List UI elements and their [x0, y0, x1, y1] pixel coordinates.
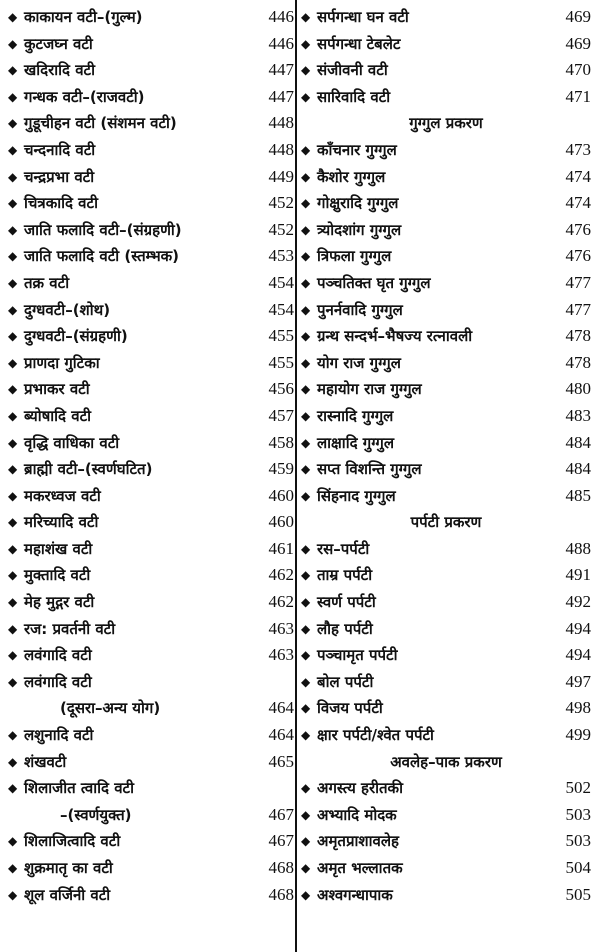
index-entry	[301, 403, 591, 430]
entry-name: मेह मुद्गर वटी	[24, 593, 95, 612]
entry-name: बोल पर्पटी	[317, 672, 374, 691]
diamond-bullet-icon: ◆	[8, 355, 18, 370]
entry-name: सर्पगन्धा घन वटी	[317, 8, 409, 26]
diamond-bullet-icon: ◆	[301, 36, 311, 51]
index-entry	[301, 483, 591, 510]
index-entry	[301, 57, 591, 84]
page-number: 453	[268, 246, 294, 266]
page-number: 449	[268, 166, 294, 186]
entry-name: लाक्षादि गुग्गुल	[317, 433, 395, 452]
index-entry	[301, 616, 591, 643]
entry-name: जाति फलादि वटी (स्तम्भक)	[24, 247, 180, 266]
page-number: 474	[565, 166, 591, 186]
index-entry	[301, 84, 591, 111]
diamond-bullet-icon: ◆	[301, 275, 311, 290]
page-number: 494	[565, 645, 591, 665]
page-number: 485	[565, 485, 591, 505]
section-heading: पर्पटी प्रकरण	[410, 513, 482, 532]
diamond-bullet-icon: ◆	[8, 302, 18, 317]
diamond-bullet-icon: ◆	[301, 382, 311, 397]
page-number: 458	[268, 432, 294, 452]
entry-name: ग्रन्थ सन्दर्भ–भैषज्य रत्नावली	[317, 327, 473, 346]
entry-name: दुग्धवटी–(शोथ)	[24, 300, 111, 319]
index-entry	[301, 722, 591, 749]
index-entry	[8, 270, 294, 297]
entry-name: गुडूचीहन वटी (संशमन वटी)	[24, 114, 177, 133]
diamond-bullet-icon: ◆	[8, 834, 18, 849]
left-column	[8, 4, 294, 908]
page-number: 476	[565, 246, 591, 266]
page-number: 447	[268, 86, 294, 106]
diamond-bullet-icon: ◆	[8, 89, 18, 104]
page-number: 447	[268, 60, 294, 80]
entry-name: खदिरादि वटी	[24, 61, 95, 80]
entry-name: क्षार पर्पटी/श्वेत पर्पटी	[317, 726, 434, 745]
page-number: 478	[565, 326, 591, 346]
page-number: 476	[565, 219, 591, 239]
page-number: 504	[565, 858, 591, 877]
entry-name: गन्धक वटी–(राजवटी)	[24, 87, 145, 106]
diamond-bullet-icon: ◆	[8, 674, 18, 689]
index-entry	[301, 31, 591, 58]
index-entry	[8, 882, 294, 909]
page-number: 464	[268, 698, 294, 718]
section-heading: गुग्गुल प्रकरण	[409, 114, 483, 133]
index-entry	[8, 57, 294, 84]
index-entry	[8, 695, 294, 722]
index-entry	[301, 536, 591, 563]
index-entry	[301, 270, 591, 297]
diamond-bullet-icon: ◆	[8, 249, 18, 264]
entry-name: महाशंख वटी	[24, 539, 93, 558]
entry-name: प्रभाकर वटी	[24, 380, 90, 399]
diamond-bullet-icon: ◆	[301, 807, 311, 822]
diamond-bullet-icon: ◆	[8, 10, 18, 24]
page-number: 469	[565, 33, 591, 53]
diamond-bullet-icon: ◆	[8, 568, 18, 583]
entry-name: अमृत भल्लातक	[317, 859, 403, 877]
page-number: 456	[268, 379, 294, 399]
diamond-bullet-icon: ◆	[301, 222, 311, 237]
index-entry	[8, 616, 294, 643]
diamond-bullet-icon: ◆	[301, 169, 311, 184]
page-number: 484	[565, 459, 591, 479]
index-entry	[8, 164, 294, 191]
index-entry	[8, 323, 294, 350]
diamond-bullet-icon: ◆	[301, 488, 311, 503]
entry-name: विजय पर्पटी	[317, 699, 383, 718]
diamond-bullet-icon: ◆	[301, 329, 311, 344]
index-entry	[301, 243, 591, 270]
page-number: 502	[565, 778, 591, 798]
entry-name: लौह पर्पटी	[317, 619, 373, 638]
diamond-bullet-icon: ◆	[8, 595, 18, 610]
index-entry	[301, 802, 591, 829]
page-number: 477	[565, 272, 591, 292]
index-entry	[8, 84, 294, 111]
page-number: 461	[268, 538, 294, 558]
diamond-bullet-icon: ◆	[8, 541, 18, 556]
index-entry	[301, 589, 591, 616]
entry-name: सर्पगन्धा टेबलेट	[317, 34, 401, 53]
index-entry	[8, 536, 294, 563]
entry-name: लशुनादि वटी	[24, 726, 94, 745]
diamond-bullet-icon: ◆	[301, 89, 311, 104]
index-entry	[8, 190, 294, 217]
diamond-bullet-icon: ◆	[301, 302, 311, 317]
diamond-bullet-icon: ◆	[301, 408, 311, 423]
index-entry	[301, 297, 591, 324]
index-entry	[8, 403, 294, 430]
index-entry	[301, 642, 591, 669]
entry-name: ताम्र पर्पटी	[317, 566, 373, 585]
diamond-bullet-icon: ◆	[301, 861, 311, 875]
index-entry	[8, 31, 294, 58]
diamond-bullet-icon: ◆	[8, 142, 18, 157]
diamond-bullet-icon: ◆	[8, 621, 18, 636]
index-entry	[301, 323, 591, 350]
entry-name: काकायन वटी–(गुल्म)	[24, 8, 143, 26]
index-entry	[301, 669, 591, 696]
diamond-bullet-icon: ◆	[301, 834, 311, 849]
entry-name: शिलाजित्वादि वटी	[24, 832, 121, 851]
entry-name: शंखवटी	[24, 752, 67, 771]
index-entry	[301, 775, 591, 802]
index-entry	[8, 483, 294, 510]
diamond-bullet-icon: ◆	[301, 63, 311, 78]
index-entry	[301, 562, 591, 589]
entry-name: रास्नादि गुग्गुल	[317, 406, 394, 425]
entry-name: काँचनार गुग्गुल	[317, 140, 397, 159]
page-number: 455	[268, 352, 294, 372]
page-number: 464	[268, 725, 294, 745]
entry-name: चन्दनादि वटी	[24, 140, 96, 159]
diamond-bullet-icon: ◆	[8, 462, 18, 477]
page-number: 468	[268, 884, 294, 904]
diamond-bullet-icon: ◆	[8, 222, 18, 237]
page-number: 491	[565, 565, 591, 585]
entry-name: सिंहनाद गुग्गुल	[317, 486, 396, 505]
entry-name: शूल वर्जिनी वटी	[24, 885, 111, 904]
page-number: 454	[268, 299, 294, 319]
index-entry	[8, 376, 294, 403]
page-number: 455	[268, 326, 294, 346]
diamond-bullet-icon: ◆	[301, 435, 311, 450]
index-entry	[8, 589, 294, 616]
index-entry	[8, 642, 294, 669]
diamond-bullet-icon: ◆	[8, 329, 18, 344]
page-number: 494	[565, 618, 591, 638]
entry-name: प्राणदा गुटिका	[24, 353, 100, 372]
diamond-bullet-icon: ◆	[8, 63, 18, 78]
index-entry	[301, 828, 591, 855]
index-entry	[301, 430, 591, 457]
page-number: 473	[565, 139, 591, 159]
diamond-bullet-icon: ◆	[8, 887, 18, 902]
column-divider	[295, 0, 297, 952]
page-number: 463	[268, 618, 294, 638]
page-number: 446	[268, 7, 294, 26]
page-number: 467	[268, 804, 294, 824]
diamond-bullet-icon: ◆	[8, 408, 18, 423]
page-number: 459	[268, 459, 294, 479]
diamond-bullet-icon: ◆	[301, 249, 311, 264]
entry-name: अमृतप्राशावलेह	[317, 832, 399, 851]
entry-name: त्र्योदशांग गुग्गुल	[317, 220, 402, 239]
diamond-bullet-icon: ◆	[301, 196, 311, 211]
diamond-bullet-icon: ◆	[301, 621, 311, 636]
diamond-bullet-icon: ◆	[301, 728, 311, 743]
entry-name: जाति फलादि वटी–(संग्रहणी)	[24, 220, 182, 239]
index-entry	[8, 722, 294, 749]
index-entry	[8, 217, 294, 244]
page-number: 499	[565, 725, 591, 745]
page-number: 452	[268, 219, 294, 239]
index-entry	[8, 430, 294, 457]
page-number: 480	[565, 379, 591, 399]
index-entry	[301, 190, 591, 217]
index-entry	[301, 350, 591, 377]
index-entry	[301, 456, 591, 483]
index-entry	[8, 137, 294, 164]
page-number: 503	[565, 804, 591, 824]
page-number: 460	[268, 485, 294, 505]
index-entry	[8, 828, 294, 855]
page-number: 477	[565, 299, 591, 319]
page-number: 474	[565, 193, 591, 213]
index-entry	[8, 350, 294, 377]
index-entry	[8, 562, 294, 589]
entry-name: (दूसरा–अन्य योग)	[60, 699, 161, 718]
page-number: 463	[268, 645, 294, 665]
index-entry	[301, 164, 591, 191]
entry-name: –(स्वर्णयुक्त)	[60, 805, 132, 824]
page-number: 462	[268, 565, 294, 585]
entry-name: अगस्त्य हरीतकी	[317, 779, 403, 798]
diamond-bullet-icon: ◆	[301, 568, 311, 583]
diamond-bullet-icon: ◆	[301, 887, 311, 902]
index-entry	[301, 376, 591, 403]
entry-name: लवंगादि वटी	[24, 646, 92, 665]
page-number: 498	[565, 698, 591, 718]
entry-name: शिलाजीत त्वादि वटी	[24, 779, 134, 798]
entry-name: रस–पर्पटी	[317, 539, 370, 558]
index-entry	[8, 110, 294, 137]
entry-name: गोक्षुरादि गुग्गुल	[317, 194, 399, 213]
index-entry	[8, 509, 294, 536]
entry-name: सारिवादि वटी	[317, 87, 391, 106]
entry-name: वृद्धि वाधिका वटी	[24, 433, 120, 452]
diamond-bullet-icon: ◆	[8, 648, 18, 663]
index-entry	[8, 297, 294, 324]
diamond-bullet-icon: ◆	[8, 435, 18, 450]
index-entry	[301, 4, 591, 31]
page-number: 469	[565, 7, 591, 26]
diamond-bullet-icon: ◆	[8, 488, 18, 503]
entry-name: अभ्यादि मोदक	[317, 805, 397, 824]
diamond-bullet-icon: ◆	[8, 196, 18, 211]
diamond-bullet-icon: ◆	[8, 781, 18, 796]
index-entry	[8, 775, 294, 802]
page-number: 503	[565, 831, 591, 851]
diamond-bullet-icon: ◆	[301, 541, 311, 556]
page-number: 452	[268, 193, 294, 213]
page-number: 470	[565, 60, 591, 80]
entry-name: कुटजघ्न वटी	[24, 34, 93, 53]
entry-name: कैशोर गुग्गुल	[317, 167, 386, 186]
page-number: 488	[565, 538, 591, 558]
index-entry	[301, 695, 591, 722]
entry-name: रज: प्रवर्तनी वटी	[24, 619, 116, 638]
entry-name: पञ्चामृत पर्पटी	[317, 646, 398, 665]
page-number: 446	[268, 33, 294, 53]
index-entry	[301, 882, 591, 909]
entry-name: लवंगादि वटी	[24, 672, 92, 691]
index-entry	[301, 217, 591, 244]
diamond-bullet-icon: ◆	[8, 36, 18, 51]
entry-name: त्रिफला गुग्गुल	[317, 247, 392, 266]
diamond-bullet-icon: ◆	[301, 355, 311, 370]
diamond-bullet-icon: ◆	[8, 754, 18, 769]
index-entry	[8, 855, 294, 882]
page-number: 462	[268, 592, 294, 612]
page-number: 454	[268, 272, 294, 292]
entry-name: चित्रकादि वटी	[24, 194, 98, 213]
page-number: 478	[565, 352, 591, 372]
diamond-bullet-icon: ◆	[8, 861, 18, 875]
diamond-bullet-icon: ◆	[8, 275, 18, 290]
entry-name: मरिच्यादि वटी	[24, 513, 99, 532]
diamond-bullet-icon: ◆	[301, 674, 311, 689]
index-entry	[8, 669, 294, 696]
index-entry	[8, 4, 294, 31]
entry-name: ब्राह्मी वटी–(स्वर्णघटित)	[24, 460, 153, 479]
entry-name: अश्वगन्धापाक	[317, 885, 393, 904]
diamond-bullet-icon: ◆	[8, 116, 18, 131]
diamond-bullet-icon: ◆	[301, 595, 311, 610]
entry-name: स्वर्ण पर्पटी	[317, 593, 376, 612]
page-number: 467	[268, 831, 294, 851]
entry-name: ब्योषादि वटी	[24, 406, 92, 425]
index-entry	[8, 243, 294, 270]
index-entry	[8, 802, 294, 829]
entry-name: योग राज गुग्गुल	[317, 353, 401, 372]
diamond-bullet-icon: ◆	[301, 781, 311, 796]
index-entry	[301, 855, 591, 882]
page-number: 483	[565, 405, 591, 425]
page-number: 468	[268, 858, 294, 877]
entry-name: दुग्धवटी–(संग्रहणी)	[24, 327, 128, 346]
diamond-bullet-icon: ◆	[8, 728, 18, 743]
page-number: 460	[268, 512, 294, 532]
entry-name: संजीवनी वटी	[317, 61, 388, 80]
entry-name: मुक्तादि वटी	[24, 566, 91, 585]
entry-name: महायोग राज गुग्गुल	[317, 380, 422, 399]
entry-name: तक्र वटी	[24, 273, 70, 292]
index-entry	[8, 456, 294, 483]
entry-name: शुक्रमातृ का वटी	[24, 859, 113, 877]
page-number: 505	[565, 884, 591, 904]
entry-name: सप्त विशन्ति गुग्गुल	[317, 460, 422, 479]
page-number: 448	[268, 113, 294, 133]
entry-name: पुनर्नवादि गुग्गुल	[317, 300, 403, 319]
right-column	[301, 4, 591, 908]
diamond-bullet-icon: ◆	[301, 10, 311, 24]
index-entry	[8, 749, 294, 776]
diamond-bullet-icon: ◆	[8, 169, 18, 184]
page-number: 497	[565, 671, 591, 691]
diamond-bullet-icon: ◆	[301, 462, 311, 477]
page-number: 471	[565, 86, 591, 106]
page-number: 484	[565, 432, 591, 452]
index-entry	[301, 137, 591, 164]
diamond-bullet-icon: ◆	[301, 142, 311, 157]
page-number: 448	[268, 139, 294, 159]
diamond-bullet-icon: ◆	[8, 515, 18, 530]
entry-name: पञ्चतिक्त घृत गुग्गुल	[317, 273, 431, 292]
diamond-bullet-icon: ◆	[8, 382, 18, 397]
entry-name: चन्द्रप्रभा वटी	[24, 167, 95, 186]
diamond-bullet-icon: ◆	[301, 648, 311, 663]
page-number: 457	[268, 405, 294, 425]
entry-name: मकरध्वज वटी	[24, 486, 101, 505]
section-heading: अवलेह–पाक प्रकरण	[390, 752, 502, 771]
diamond-bullet-icon: ◆	[301, 701, 311, 716]
page-number: 465	[268, 751, 294, 771]
page-number: 492	[565, 592, 591, 612]
